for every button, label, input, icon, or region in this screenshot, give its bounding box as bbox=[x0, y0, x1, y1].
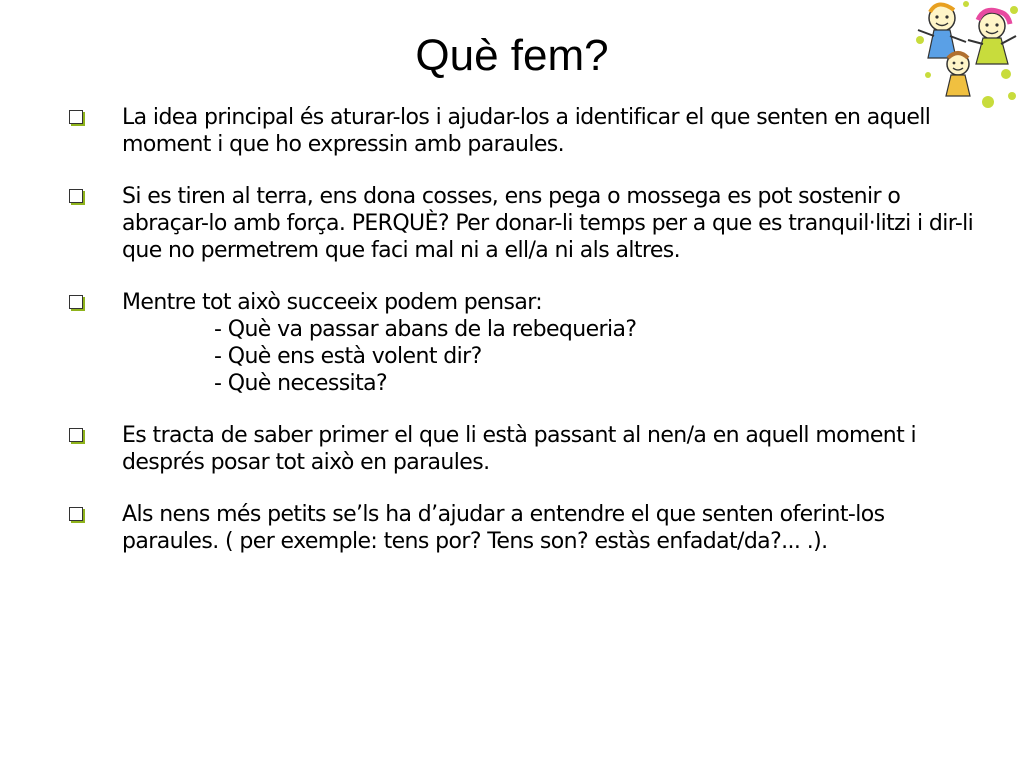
checkbox-bullet-icon bbox=[69, 110, 83, 124]
bullet-item-1 bbox=[64, 104, 984, 158]
bullet-item-3 bbox=[64, 289, 984, 397]
bullet-text: Si es tiren al terra, ens dona cosses, ens pega o mossega es pot sostenir o abraçar-lo amb força. PERQUÈ? Per donar-li temps per a que es tranquil·litzi i dir-li que no permetrem que faci mal ni a ell/a ni als altres. bbox=[122, 184, 974, 263]
checkbox-bullet-icon bbox=[69, 507, 83, 521]
bullet-text: La idea principal és aturar-los i ajudar-los a identificar el que senten en aquell moment i que ho expressin amb paraules. bbox=[122, 105, 931, 157]
checkbox-bullet-icon bbox=[69, 428, 83, 442]
sub-question: - Què va passar abans de la rebequeria? bbox=[214, 317, 637, 342]
bullet-text: Als nens més petits se’ls ha d’ajudar a entendre el que senten oferint-los paraules. ( per exemple: tens por? Tens son? estàs enfadat/da?... .). bbox=[122, 502, 885, 554]
children-clipart-icon bbox=[908, 0, 1024, 112]
bullet-list bbox=[64, 104, 984, 580]
sub-question: - Què ens està volent dir? bbox=[214, 344, 482, 369]
checkbox-bullet-icon bbox=[69, 189, 83, 203]
bullet-item-5 bbox=[64, 501, 984, 555]
slide-title: Què fem? bbox=[415, 31, 609, 80]
bullet-item-4 bbox=[64, 422, 984, 476]
checkbox-bullet-icon bbox=[69, 295, 83, 309]
bullet-text: Mentre tot això succeeix podem pensar: bbox=[122, 290, 543, 315]
bullet-item-2 bbox=[64, 183, 984, 264]
sub-question: - Què necessita? bbox=[214, 371, 388, 396]
bullet-text: Es tracta de saber primer el que li està passant al nen/a en aquell moment i després posar tot això en paraules. bbox=[122, 423, 917, 475]
